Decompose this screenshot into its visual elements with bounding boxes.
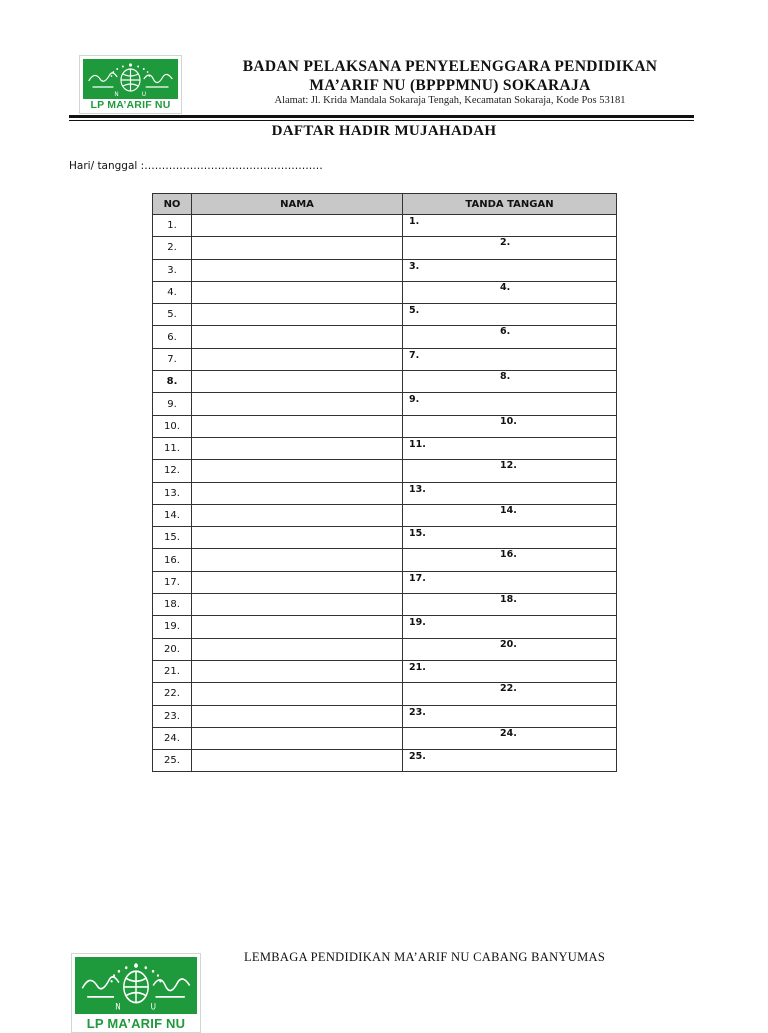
row-number: 7. xyxy=(153,348,192,370)
name-cell[interactable] xyxy=(192,304,403,326)
signature-number: 11. xyxy=(409,438,426,450)
row-number: 21. xyxy=(153,660,192,682)
table-header-row xyxy=(153,194,617,215)
signature-number: 2. xyxy=(500,237,511,249)
name-cell[interactable] xyxy=(192,281,403,303)
row-number: 25. xyxy=(153,750,192,772)
table-row xyxy=(153,348,617,370)
row-number: 12. xyxy=(153,460,192,482)
table-row xyxy=(153,237,617,259)
svg-text:U: U xyxy=(150,1002,156,1012)
row-number: 14. xyxy=(153,504,192,526)
row-number: 17. xyxy=(153,571,192,593)
table-row xyxy=(153,616,617,638)
attendance-table xyxy=(152,193,617,772)
svg-text:N: N xyxy=(114,91,119,99)
signature-number: 6. xyxy=(500,326,511,338)
row-number: 9. xyxy=(153,393,192,415)
table-row xyxy=(153,482,617,504)
name-cell[interactable] xyxy=(192,683,403,705)
signature-cell[interactable] xyxy=(403,393,617,415)
signature-number: 16. xyxy=(500,549,517,561)
signature-cell[interactable] xyxy=(403,482,617,504)
row-number: 11. xyxy=(153,437,192,459)
row-number: 8. xyxy=(153,371,192,393)
footer-lp-maarif-nu-logo xyxy=(71,953,201,1033)
name-cell[interactable] xyxy=(192,705,403,727)
row-number: 24. xyxy=(153,727,192,749)
name-cell[interactable] xyxy=(192,415,403,437)
logo-caption: LP MA’ARIF NU xyxy=(86,1016,186,1031)
table-row xyxy=(153,215,617,237)
signature-number: 19. xyxy=(409,617,426,629)
signature-cell[interactable] xyxy=(403,437,617,459)
nu-emblem-icon xyxy=(83,59,178,99)
signature-cell[interactable] xyxy=(403,304,617,326)
name-cell[interactable] xyxy=(192,727,403,749)
signature-number: 22. xyxy=(500,683,517,695)
row-number: 10. xyxy=(153,415,192,437)
lp-maarif-nu-logo xyxy=(79,55,182,114)
name-cell[interactable] xyxy=(192,527,403,549)
signature-cell[interactable] xyxy=(403,638,617,660)
row-number: 5. xyxy=(153,304,192,326)
signature-cell[interactable] xyxy=(403,660,617,682)
row-number: 18. xyxy=(153,594,192,616)
table-row xyxy=(153,326,617,348)
signature-cell[interactable] xyxy=(403,527,617,549)
signature-number: 1. xyxy=(409,216,420,227)
row-number: 16. xyxy=(153,549,192,571)
table-row xyxy=(153,460,617,482)
header-divider-thick xyxy=(69,115,694,118)
signature-number: 18. xyxy=(500,594,517,606)
signature-number: 4. xyxy=(500,281,511,293)
signature-cell[interactable] xyxy=(403,549,617,571)
signature-number: 8. xyxy=(500,371,511,383)
logo-caption: LP MA’ARIF NU xyxy=(90,99,171,111)
signature-cell[interactable] xyxy=(403,371,617,393)
signature-number: 17. xyxy=(409,572,426,584)
signature-cell[interactable] xyxy=(403,259,617,281)
column-header-no: NO xyxy=(153,194,192,215)
row-number: 3. xyxy=(153,259,192,281)
name-cell[interactable] xyxy=(192,750,403,772)
signature-number: 14. xyxy=(500,504,517,516)
nu-emblem-icon xyxy=(75,957,197,1014)
table-row xyxy=(153,750,617,772)
signature-number: 3. xyxy=(409,260,420,272)
row-number: 20. xyxy=(153,638,192,660)
organization-name-line2: MA’ARIF NU (BPPPMNU) SOKARAJA xyxy=(309,77,591,94)
footer-organization: LEMBAGA PENDIDIKAN MA’ARIF NU CABANG BANYUMAS xyxy=(244,950,606,964)
row-number: 13. xyxy=(153,482,192,504)
row-number: 23. xyxy=(153,705,192,727)
table-row xyxy=(153,504,617,526)
name-cell[interactable] xyxy=(192,437,403,459)
table-row xyxy=(153,281,617,303)
signature-number: 13. xyxy=(409,483,426,495)
table-row xyxy=(153,727,617,749)
organization-address: Alamat: Jl. Krida Mandala Sokaraja Tengah, Kecamatan Sokaraja, Kode Pos 53181 xyxy=(274,95,626,106)
header-divider-thin xyxy=(69,120,694,121)
row-number: 6. xyxy=(153,326,192,348)
row-number: 19. xyxy=(153,616,192,638)
signature-cell[interactable] xyxy=(403,326,617,348)
signature-cell[interactable] xyxy=(403,460,617,482)
name-cell[interactable] xyxy=(192,215,403,237)
table-row xyxy=(153,437,617,459)
table-row xyxy=(153,393,617,415)
signature-number: 20. xyxy=(500,638,517,650)
table-row xyxy=(153,549,617,571)
name-cell[interactable] xyxy=(192,460,403,482)
name-cell[interactable] xyxy=(192,549,403,571)
name-cell[interactable] xyxy=(192,393,403,415)
table-row xyxy=(153,705,617,727)
signature-cell[interactable] xyxy=(403,727,617,749)
signature-number: 21. xyxy=(409,661,426,673)
table-row xyxy=(153,371,617,393)
signature-number: 15. xyxy=(409,528,426,540)
column-header-signature: TANDA TANGAN xyxy=(403,194,617,215)
name-cell[interactable] xyxy=(192,259,403,281)
name-cell[interactable] xyxy=(192,482,403,504)
name-cell[interactable] xyxy=(192,348,403,370)
signature-number: 25. xyxy=(409,751,426,763)
date-field: Hari/ tanggal :…………………………………………… xyxy=(69,160,323,172)
signature-cell[interactable] xyxy=(403,616,617,638)
signature-cell[interactable] xyxy=(403,750,617,772)
name-cell[interactable] xyxy=(192,326,403,348)
row-number: 4. xyxy=(153,281,192,303)
table-row xyxy=(153,660,617,682)
organization-name-line1: BADAN PELAKSANA PENYELENGGARA PENDIDIKAN xyxy=(242,58,658,75)
name-cell[interactable] xyxy=(192,616,403,638)
name-cell[interactable] xyxy=(192,638,403,660)
row-number: 22. xyxy=(153,683,192,705)
signature-number: 5. xyxy=(409,305,420,317)
signature-number: 7. xyxy=(409,349,420,361)
table-row xyxy=(153,594,617,616)
signature-cell[interactable] xyxy=(403,571,617,593)
signature-cell[interactable] xyxy=(403,594,617,616)
signature-cell[interactable] xyxy=(403,215,617,237)
table-row xyxy=(153,415,617,437)
signature-cell[interactable] xyxy=(403,348,617,370)
name-cell[interactable] xyxy=(192,660,403,682)
signature-cell[interactable] xyxy=(403,237,617,259)
svg-text:N: N xyxy=(115,1002,121,1012)
signature-number: 9. xyxy=(409,394,420,406)
column-header-name: NAMA xyxy=(192,194,403,215)
table-row xyxy=(153,527,617,549)
name-cell[interactable] xyxy=(192,504,403,526)
signature-cell[interactable] xyxy=(403,415,617,437)
signature-number: 24. xyxy=(500,727,517,739)
page-title: DAFTAR HADIR MUJAHADAH xyxy=(271,123,497,139)
signature-cell[interactable] xyxy=(403,281,617,303)
row-number: 15. xyxy=(153,527,192,549)
name-cell[interactable] xyxy=(192,571,403,593)
table-row xyxy=(153,304,617,326)
signature-number: 12. xyxy=(500,460,517,472)
row-number: 1. xyxy=(153,215,192,237)
table-row xyxy=(153,638,617,660)
signature-number: 23. xyxy=(409,706,426,718)
signature-cell[interactable] xyxy=(403,504,617,526)
table-row xyxy=(153,571,617,593)
name-cell[interactable] xyxy=(192,237,403,259)
svg-text:U: U xyxy=(141,91,147,99)
name-cell[interactable] xyxy=(192,594,403,616)
table-row xyxy=(153,259,617,281)
row-number: 2. xyxy=(153,237,192,259)
table-row xyxy=(153,683,617,705)
signature-cell[interactable] xyxy=(403,683,617,705)
signature-number: 10. xyxy=(500,415,517,427)
name-cell[interactable] xyxy=(192,371,403,393)
signature-cell[interactable] xyxy=(403,705,617,727)
